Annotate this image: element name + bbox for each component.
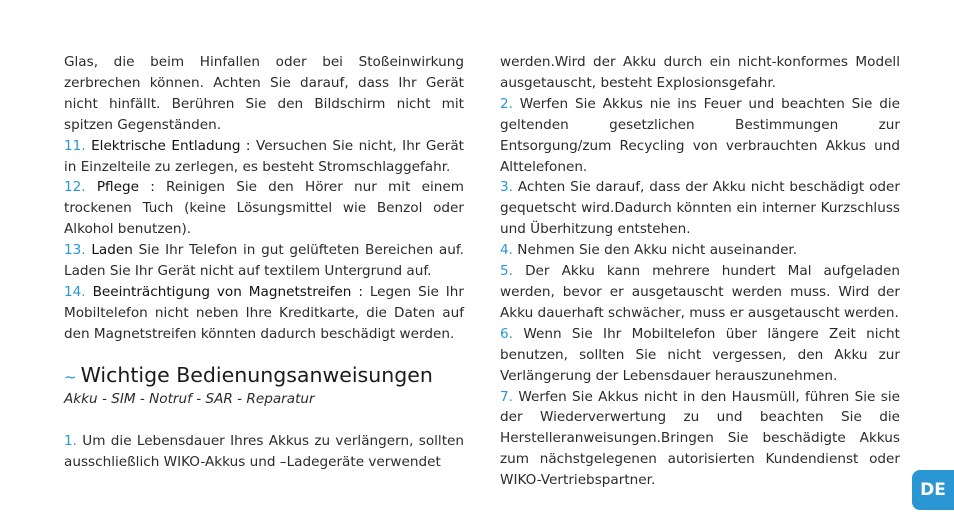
- item-number: 1.: [64, 432, 77, 449]
- item-number: 11.: [64, 137, 86, 154]
- battery-item-4: [500, 240, 900, 261]
- item-text: Werfen Sie Akkus nicht in den Hausmüll, führen Sie sie der Wiederverwertung zu und beachten Sie die Herstelleranweisungen.Bringen Sie beschädigte Akkus zum nächstgelegenen autorisierten Kundendienst oder WIKO-Vertriebspartner.: [500, 388, 900, 489]
- language-badge: DE: [912, 470, 954, 510]
- item-label: Beeinträchtigung von Magnetstreifen :: [92, 283, 363, 300]
- right-intro-paragraph: werden.Wird der Akku durch ein nicht-konformes Modell ausgetauscht, besteht Explosionsgefahr.: [500, 54, 900, 91]
- item-label: Elektrische Entladung :: [91, 137, 251, 154]
- section-tilde: ~: [64, 367, 77, 386]
- item-number: 3.: [500, 179, 513, 196]
- item-number: 6.: [500, 325, 513, 342]
- item-label: Laden: [91, 242, 133, 259]
- item-number: 14.: [64, 283, 86, 300]
- item-text: Reinigen Sie den Hörer nur mit einem trockenen Tuch (keine Lösungsmittel wie Benzol oder Alkohol benutzen).: [64, 179, 464, 238]
- left-intro-paragraph: Glas, die beim Hinfallen oder bei Stoßeinwirkung zerbrechen können. Achten Sie darauf, dass Ihr Gerät nicht hinfällt. Berühren Sie den Bildschirm nicht mit spitzen Gegenständen.: [64, 54, 464, 133]
- item-label: Pflege :: [96, 179, 155, 196]
- battery-item-1: [64, 431, 464, 473]
- safety-item-11: [64, 136, 464, 178]
- item-number: 13.: [64, 242, 86, 259]
- item-text: Achten Sie darauf, dass der Akku nicht beschädigt oder gequetscht wird.Dadurch könnten ein interner Kurzschluss und Überhitzung entstehen.: [500, 179, 900, 238]
- item-text: Werfen Sie Akkus nie ins Feuer und beachten Sie die geltenden gesetzlichen Bestimmungen zur Entsorgung/zum Recycling von verbrauchten Akkus und Alttelefonen.: [500, 95, 900, 175]
- item-number: 7.: [500, 388, 513, 405]
- item-number: 12.: [64, 179, 86, 196]
- battery-item-7: [500, 387, 900, 492]
- left-column: [64, 52, 464, 472]
- item-number: 5.: [500, 263, 513, 280]
- section-subtitle: Akku - SIM - Notruf - SAR - Reparatur: [64, 390, 315, 407]
- safety-item-13: [64, 240, 464, 282]
- battery-item-2: [500, 94, 900, 178]
- safety-item-12: [64, 177, 464, 240]
- item-text: Nehmen Sie den Akku nicht auseinander.: [512, 242, 798, 259]
- item-text: Sie Ihr Telefon in gut gelüfteten Bereichen auf. Laden Sie Ihr Gerät nicht auf textilem Untergrund auf.: [64, 242, 464, 280]
- item-text: Um die Lebensdauer Ihres Akkus zu verlängern, sollten ausschließlich WIKO-Akkus und –Ladegeräte verwendet: [64, 432, 464, 470]
- item-number: 4.: [500, 242, 513, 259]
- item-number: 2.: [500, 95, 513, 112]
- item-text: Versuchen Sie nicht, Ihr Gerät in Einzelteile zu zerlegen, es besteht Stromschlaggefahr.: [64, 137, 464, 175]
- battery-item-5: [500, 261, 900, 324]
- item-text: Der Akku kann mehrere hundert Mal aufgeladen werden, bevor er ausgetauscht werden muss. Wird der Akku dauerhaft schwächer, muss er ausgetauscht werden.: [500, 263, 900, 321]
- right-column: [500, 52, 900, 491]
- section-title: Wichtige Bedienungsanweisungen: [80, 362, 433, 387]
- safety-item-14: [64, 282, 464, 345]
- section-heading: [64, 363, 464, 389]
- item-text: Wenn Sie Ihr Mobiltelefon über längere Zeit nicht benutzen, sollten Sie nicht vergessen, den Akku zur Verlängerung der Lebensdauer herauszunehmen.: [500, 325, 900, 384]
- battery-item-3: [500, 177, 900, 240]
- item-text: Legen Sie Ihr Mobiltelefon nicht neben Ihre Kreditkarte, die Daten auf den Magnetstreifen könnten dadurch beschädigt werden.: [64, 283, 464, 342]
- battery-item-6: [500, 324, 900, 387]
